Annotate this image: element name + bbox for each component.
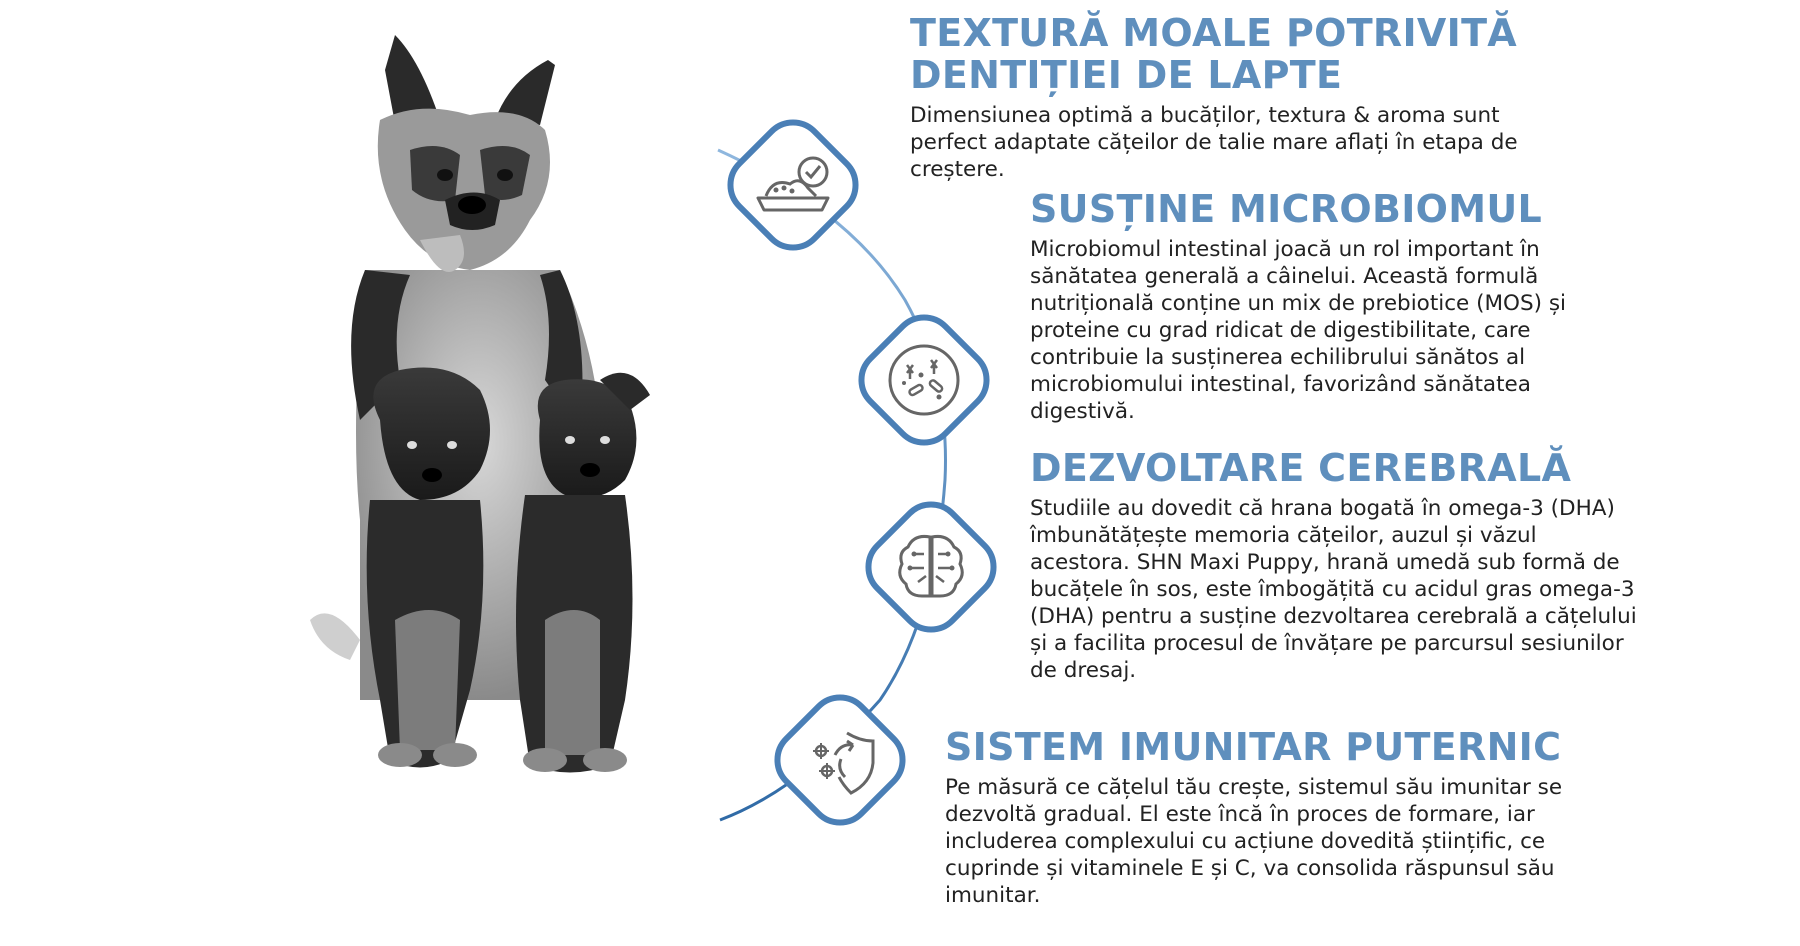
immune-badge xyxy=(765,685,915,835)
brain-badge xyxy=(856,492,1006,642)
food-bowl-check-badge xyxy=(718,110,868,260)
food-bowl-check-icon xyxy=(718,110,868,260)
immune-shield-icon xyxy=(765,685,915,835)
puppy-left xyxy=(310,368,490,768)
feature-text: Pe măsură ce cățelul tău crește, sistemul său imunitar se dezvoltă gradual. El este încă în proces de formare, iar includerea complexului cu acțiune dovedită științific, ce cuprinde și vitaminele E și C, va consolida răspunsul său imunitar. xyxy=(945,775,1563,908)
brain-circuit-icon xyxy=(856,492,1006,642)
feature-soft-texture xyxy=(910,12,1550,183)
feature-immune-system xyxy=(945,726,1605,909)
feature-title: DEZVOLTARE CEREBRALĂ xyxy=(1030,446,1572,490)
feature-text: Microbiomul intestinal joacă un rol important în sănătatea generală a câinelui. Această formulă nutrițională conține un mix de prebiotice (MOS) și proteine cu grad ridicat de digestibilitate, care contribuie la susținerea echilibrului sănătos al microbiomului intestinal, favorizând sănătatea digestivă. xyxy=(1030,237,1567,424)
feature-title: SUSȚINE MICROBIOMUL xyxy=(1030,187,1543,231)
feature-text: Dimensiunea optimă a bucăților, textura & aroma sunt perfect adaptate cățeilor de talie mare aflați în etapa de creștere. xyxy=(910,103,1518,182)
feature-microbiome xyxy=(1030,188,1630,425)
microbiome-badge xyxy=(849,305,999,455)
feature-title: TEXTURĂ MOALE POTRIVITĂ DENTIȚIEI DE LAPTE xyxy=(910,11,1518,97)
feature-text: Studiile au dovedit că hrana bogată în omega-3 (DHA) îmbunătățește memoria cățeilor, auzul și văzul acestora. SHN Maxi Puppy, hrană umedă sub formă de bucățele în sos, este îmbogățită cu acidul gras omega-3 (DHA) pentru a susține dezvoltarea cerebrală a cățelului și a facilita procesul de învățare pe parcursul sesiunilor de dresaj. xyxy=(1030,496,1637,683)
dog-illustration xyxy=(0,0,720,946)
feature-title: SISTEM IMUNITAR PUTERNIC xyxy=(945,725,1562,769)
microbiome-bacteria-icon xyxy=(849,305,999,455)
feature-brain-development xyxy=(1030,447,1640,684)
